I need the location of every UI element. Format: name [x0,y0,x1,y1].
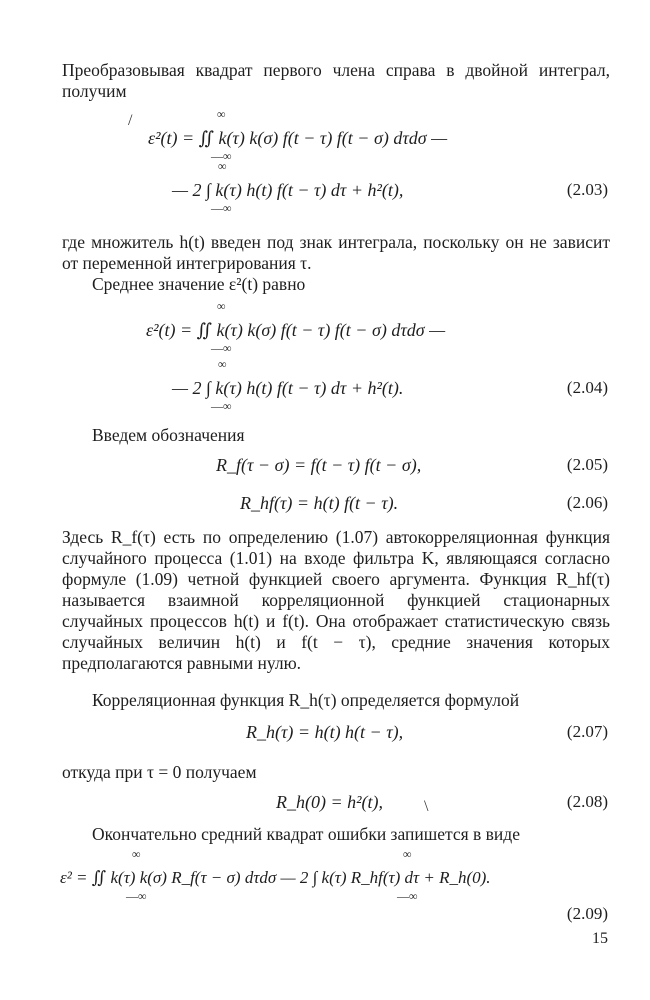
paragraph-definitions: Здесь R_f(τ) есть по определению (1.07) автокорреляционная функция случайного процесса (1.01) на входе фильтра K, являющаяся согласно формуле (1.09) четной функцией своего аргумента. Функция R_hf(τ) называется взаимной корреляционной функцией стационарных случайных процессов h(t) и f(t). Она отображает статистическую связь случайных величин h(t) и f(t − τ), средние значения которых предполагаются равными нулю. [62,527,610,673]
equation-number: (2.04) [566,378,608,397]
integral-lower-limit: —∞ [211,399,232,413]
integral-lower-limit: —∞ [211,341,232,355]
paragraph-tau-zero: откуда при τ = 0 получаем [62,762,257,782]
equation-text: — 2 ∫ k(τ) h(t) f(t − τ) dτ + h²(t). [172,378,404,398]
equation-2-03-line1 [0,107,650,163]
equation-text: R_h(0) = h²(t), [276,792,384,812]
integral-lower-limit: —∞ [397,889,418,903]
equation-2-09-number-row [0,894,650,934]
integral-upper-limit: ∞ [218,159,227,173]
equation-text: ε²(t) = ∬ k(τ) k(σ) f(t − τ) f(t − σ) dτdσ — [146,320,446,340]
paragraph-mean: Среднее значение ε²(t) равно [92,274,306,294]
equation-2-09 [0,847,650,903]
equation-text: — 2 ∫ k(τ) h(t) f(t − τ) dτ + h²(t), [172,180,404,200]
integral-upper-limit: ∞ [217,299,226,313]
integral-lower-limit: —∞ [126,889,147,903]
paragraph-intro: Преобразовывая квадрат первого члена справа в двойной интеграл, получим [62,60,610,101]
equation-2-05 [0,445,650,485]
integral-upper-limit: ∞ [132,847,141,861]
equation-2-04-line1 [0,299,650,355]
equation-2-07 [0,712,650,752]
equation-2-06 [0,483,650,523]
paragraph-correlation: Корреляционная функция R_h(τ) определяется формулой [92,690,520,710]
equation-number: (2.06) [566,493,608,512]
integral-upper-limit: ∞ [218,357,227,371]
equation-number: (2.03) [566,180,608,199]
integral-lower-limit: —∞ [211,201,232,215]
equation-2-04-line2 [0,357,650,413]
equation-text: ε² = ∬ k(τ) k(σ) R_f(τ − σ) dτdσ — 2 ∫ k(τ) R_hf(τ) dτ + R_h(0). [60,868,491,887]
equation-number: (2.08) [566,792,608,811]
integral-upper-limit: ∞ [403,847,412,861]
equation-number: (2.05) [566,455,608,474]
integral-lower-limit: —∞ [211,149,232,163]
equation-text: ε²(t) = ∬ k(τ) k(σ) f(t − τ) f(t − σ) dτdσ — [148,128,448,148]
equation-2-08 [0,782,650,822]
paragraph-notation: Введем обозначения [92,425,245,445]
paragraph-multiplier: где множитель h(t) введен под знак интеграла, поскольку он не зависит от переменной интегрирования τ. [62,232,610,273]
equation-text: R_hf(τ) = h(t) f(t − τ). [240,493,399,513]
pencil-mark: \ [424,798,429,815]
page-number: 15 [592,930,608,947]
equation-text: R_h(τ) = h(t) h(t − τ), [246,722,404,742]
pencil-mark: / [128,112,133,129]
integral-upper-limit: ∞ [217,107,226,121]
equation-text: R_f(τ − σ) = f(t − τ) f(t − σ), [216,455,422,475]
equation-number: (2.07) [566,722,608,741]
equation-number: (2.09) [566,904,608,923]
equation-2-03-line2 [0,159,650,215]
paragraph-final: Окончательно средний квадрат ошибки запишется в виде [92,824,520,844]
